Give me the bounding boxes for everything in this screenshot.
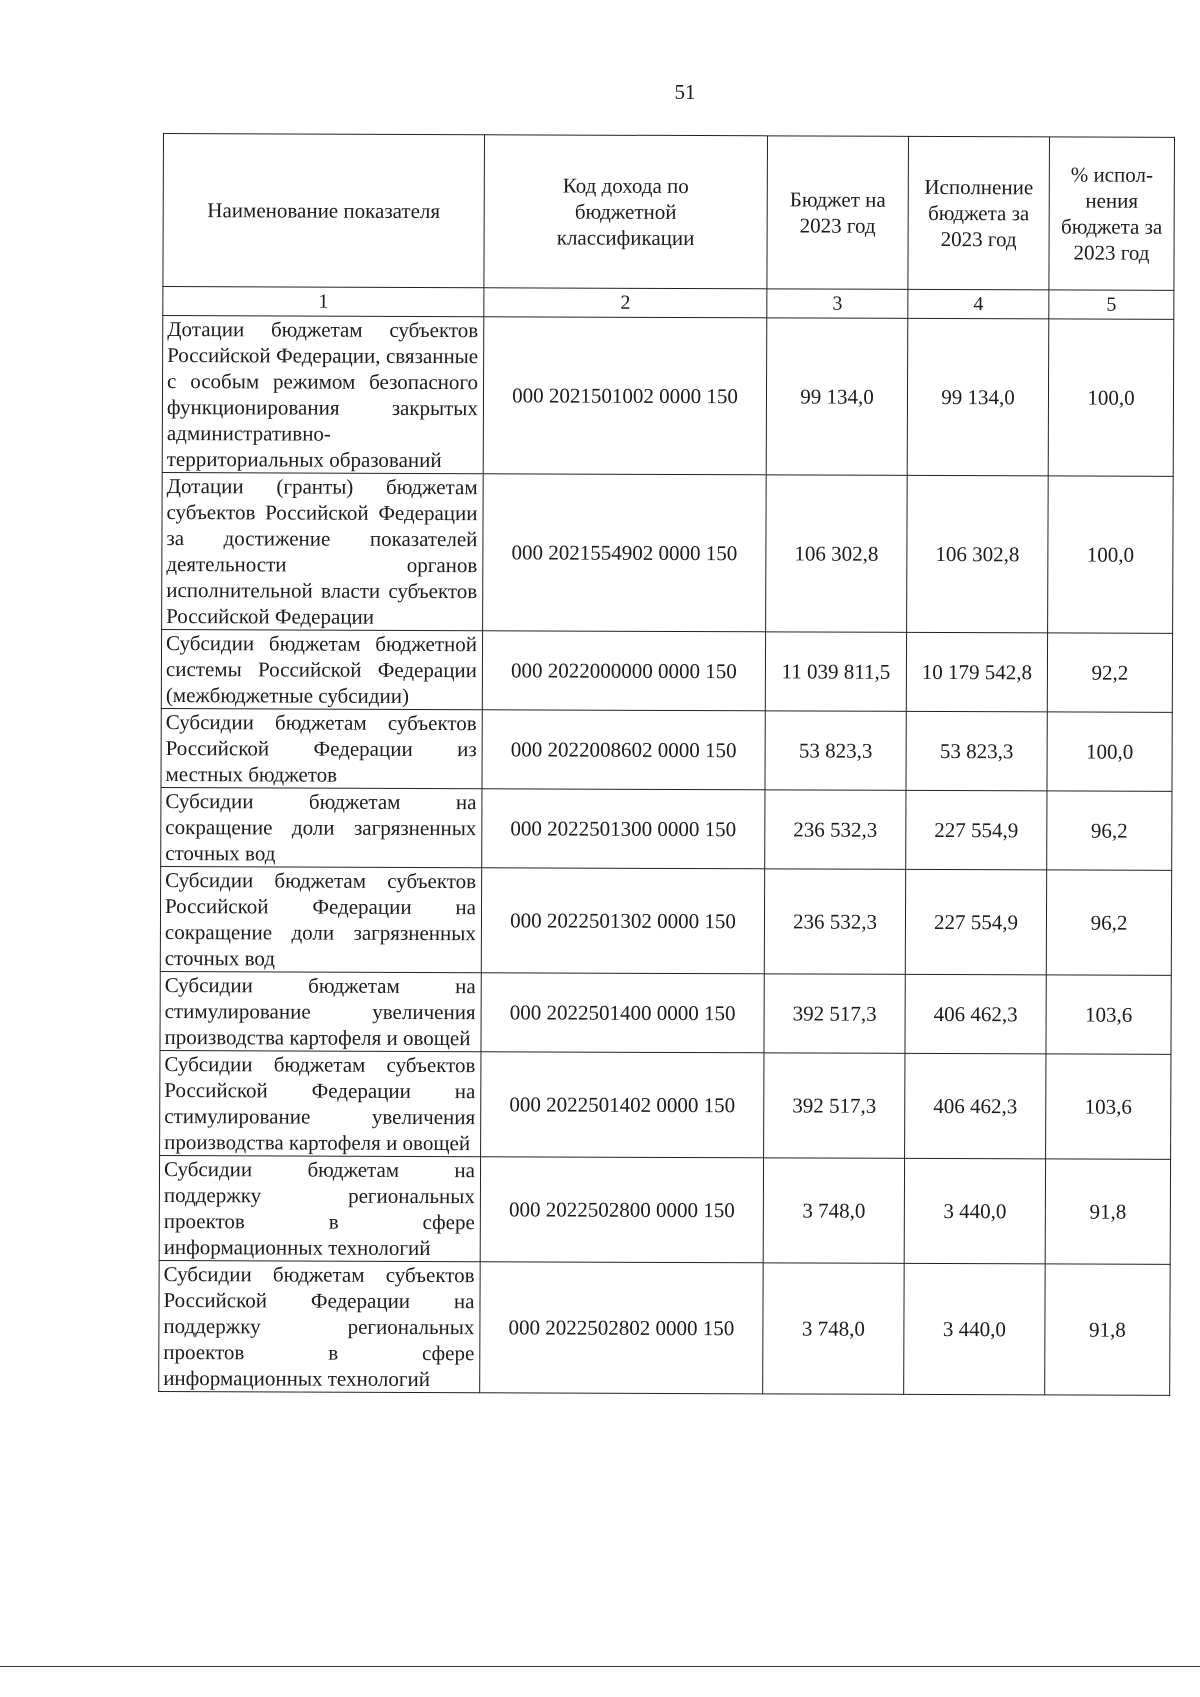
row-percent: 103,6: [1046, 975, 1171, 1054]
table-row: [162, 472, 1174, 633]
table-row: [161, 629, 1172, 712]
row-code: 000 2022501400 0000 150: [481, 973, 764, 1053]
row-code: 000 2021501002 0000 150: [483, 317, 767, 475]
row-name: Субсидии бюджетам на сокращение доли загрязненных сточных вод: [161, 787, 482, 867]
row-percent: 91,8: [1045, 1264, 1171, 1395]
col-number: 5: [1049, 290, 1174, 319]
col-header-name: Наименование показателя: [163, 134, 485, 288]
row-execution: 227 554,9: [905, 869, 1046, 975]
row-name: Субсидии бюджетам бюджетной системы Российской Федерации (межбюджетные субсидии): [161, 629, 482, 709]
row-percent: 92,2: [1047, 633, 1172, 712]
col-header-percent: % испол-нения бюджета за 2023 год: [1049, 137, 1175, 290]
row-code: 000 2021554902 0000 150: [483, 474, 767, 632]
row-execution: 10 179 542,8: [906, 632, 1047, 712]
row-budget: 236 532,3: [764, 869, 905, 975]
budget-table: [158, 133, 1175, 1396]
page-number: 51: [674, 80, 696, 104]
column-number-row: [163, 287, 1174, 320]
row-execution: 227 554,9: [906, 790, 1047, 870]
row-code: 000 2022501302 0000 150: [481, 868, 764, 974]
footer-rule: [0, 1666, 1200, 1667]
row-execution: 53 823,3: [906, 711, 1047, 791]
row-percent: 100,0: [1048, 319, 1174, 476]
col-header-execution: Исполнение бюджета за 2023 год: [908, 136, 1050, 290]
col-number: 3: [767, 289, 908, 319]
row-budget: 3 748,0: [763, 1158, 904, 1264]
col-number: 4: [908, 289, 1049, 319]
table-row: [159, 1155, 1170, 1264]
row-budget: 392 517,3: [764, 974, 905, 1054]
row-execution: 3 440,0: [904, 1158, 1045, 1264]
table-row: [159, 1260, 1170, 1395]
row-execution: 406 462,3: [905, 1053, 1046, 1159]
table-row: [160, 866, 1171, 975]
row-execution: 406 462,3: [905, 974, 1046, 1054]
table-row: [161, 708, 1172, 791]
row-budget: 99 134,0: [766, 318, 908, 476]
row-name: Субсидии бюджетам субъектов Российской Федерации на стимулирование увеличения производства картофеля и овощей: [160, 1050, 481, 1156]
table-row: [160, 1050, 1171, 1159]
row-name: Субсидии бюджетам субъектов Российской Федерации из местных бюджетов: [161, 708, 482, 788]
row-code: 000 2022502802 0000 150: [480, 1262, 764, 1394]
row-name: Дотации (гранты) бюджетам субъектов Российской Федерации за достижение показателей деятельности органов исполнительной власти субъектов Российской Федерации: [162, 472, 484, 630]
row-percent: 96,2: [1047, 791, 1172, 870]
row-percent: 103,6: [1046, 1054, 1171, 1159]
table-row: [160, 971, 1171, 1054]
row-execution: 99 134,0: [907, 318, 1049, 476]
row-budget: 236 532,3: [765, 790, 906, 870]
row-budget: 11 039 811,5: [765, 632, 906, 712]
row-name: Субсидии бюджетам на поддержку региональных проектов в сфере информационных технологий: [159, 1155, 480, 1261]
row-percent: 96,2: [1046, 870, 1171, 975]
row-execution: 3 440,0: [904, 1263, 1046, 1395]
row-budget: 3 748,0: [763, 1263, 905, 1395]
col-header-budget: Бюджет на 2023 год: [767, 136, 909, 290]
row-name: Субсидии бюджетам субъектов Российской Федерации на сокращение доли загрязненных сточных вод: [160, 866, 481, 972]
row-name: Дотации бюджетам субъектов Российской Федерации, связанные с особым режимом безопасного функционирования закрытых административно-территориальных образований: [162, 316, 484, 474]
row-percent: 100,0: [1048, 476, 1174, 633]
row-code: 000 2022501402 0000 150: [481, 1052, 764, 1158]
row-name: Субсидии бюджетам на стимулирование увеличения производства картофеля и овощей: [160, 971, 481, 1051]
col-number: 1: [163, 287, 484, 317]
row-code: 000 2022000000 0000 150: [482, 631, 765, 711]
table-row: [161, 787, 1172, 870]
row-percent: 91,8: [1045, 1159, 1170, 1264]
row-budget: 392 517,3: [764, 1053, 905, 1159]
table-row: [162, 316, 1174, 477]
col-header-code: Код дохода по бюджетной классификации: [484, 135, 768, 289]
row-code: 000 2022502800 0000 150: [480, 1157, 763, 1263]
header-row: [163, 134, 1175, 291]
row-execution: 106 302,8: [907, 475, 1049, 633]
row-code: 000 2022501300 0000 150: [482, 789, 765, 869]
row-budget: 53 823,3: [765, 711, 906, 791]
row-budget: 106 302,8: [766, 475, 908, 633]
row-percent: 100,0: [1047, 712, 1172, 791]
col-number: 2: [484, 288, 767, 318]
row-code: 000 2022008602 0000 150: [482, 710, 765, 790]
row-name: Субсидии бюджетам субъектов Российской Федерации на поддержку региональных проектов в сфере информационных технологий: [159, 1260, 481, 1392]
